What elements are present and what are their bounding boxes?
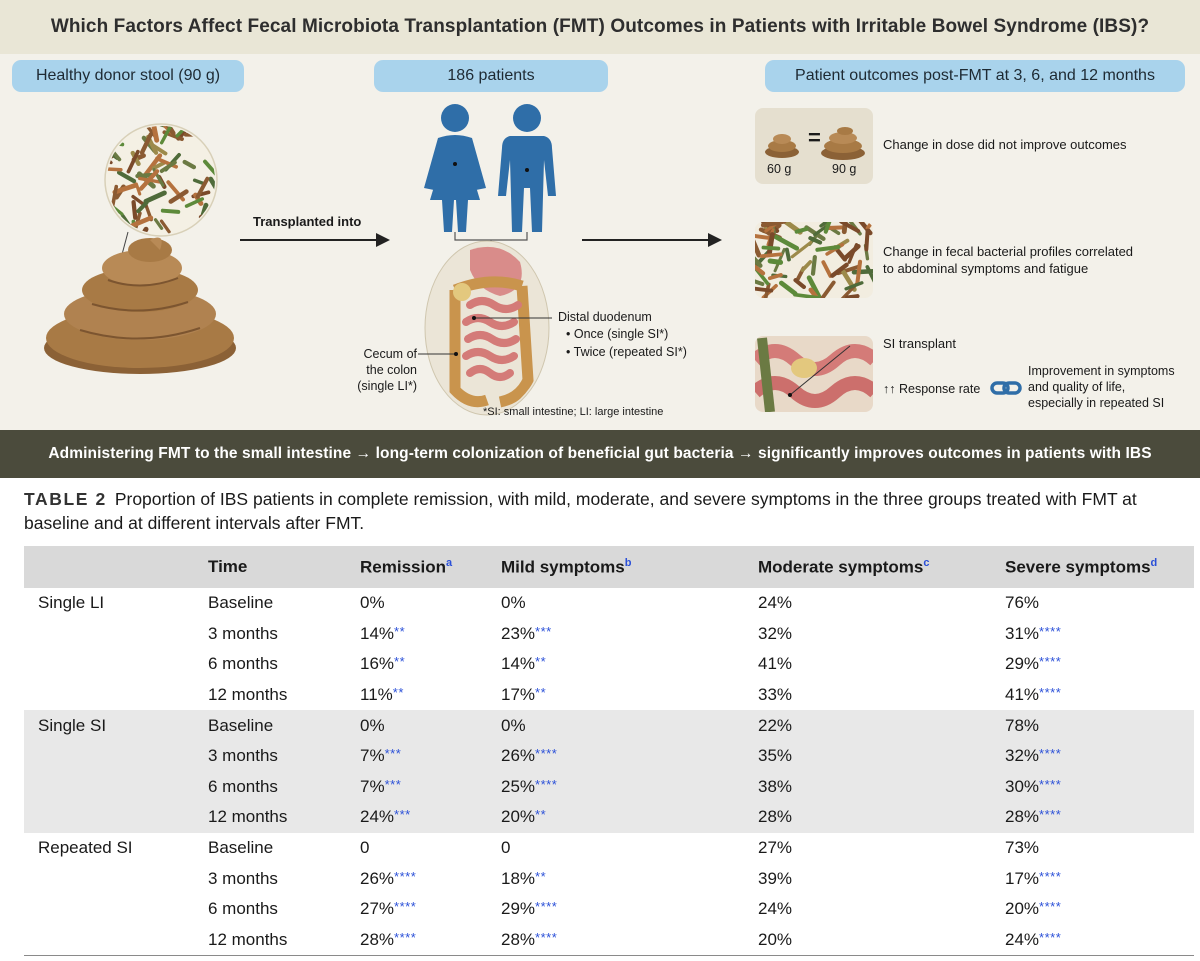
cell-remission: 7%*** xyxy=(346,772,487,803)
cell-moderate: 28% xyxy=(744,802,991,833)
bacteria-profile-icon xyxy=(749,214,876,306)
header-remission: Remission$^a$ xyxy=(346,546,487,588)
outcome-profiles-line1: Change in fecal bacterial profiles correlated xyxy=(883,244,1134,259)
cell-group xyxy=(24,741,194,772)
significance-stars: *** xyxy=(535,623,552,639)
cell-mild: 29%**** xyxy=(501,899,558,919)
cell-time: Baseline xyxy=(208,838,274,858)
table-row xyxy=(24,802,1194,833)
cell-moderate: 20% xyxy=(744,925,991,956)
significance-stars: ** xyxy=(535,868,547,884)
cell-group xyxy=(24,772,194,803)
cell-remission: 16%** xyxy=(360,654,406,674)
significance-stars: **** xyxy=(1039,929,1062,945)
link-icon xyxy=(992,383,1020,393)
cell-moderate: 38% xyxy=(744,772,991,803)
cecum-label-line1: Cecum of xyxy=(363,347,417,361)
significance-stars: *** xyxy=(394,807,411,823)
equals-sign: = xyxy=(808,125,821,150)
cell-group xyxy=(24,619,194,650)
cell-time: 12 months xyxy=(194,925,346,956)
cell-moderate: 33% xyxy=(758,685,793,705)
cell-group: Repeated SI xyxy=(38,838,133,858)
cell-time: 6 months xyxy=(208,654,278,674)
cell-mild: 26%**** xyxy=(487,741,744,772)
significance-stars: **** xyxy=(394,899,417,915)
cell-severe: 28%**** xyxy=(991,802,1194,833)
table-row xyxy=(24,833,1194,864)
cell-moderate: 32% xyxy=(758,623,793,643)
significance-stars: ** xyxy=(535,685,547,701)
significance-stars: ** xyxy=(392,685,404,701)
cell-group: Single SI xyxy=(24,710,194,741)
table-caption xyxy=(24,487,1184,535)
cell-severe: 78% xyxy=(991,710,1194,741)
cell-severe: 20%**** xyxy=(1005,899,1062,919)
significance-stars: ** xyxy=(394,623,406,639)
table-row xyxy=(24,863,1194,894)
cell-mild: 0 xyxy=(501,838,511,858)
significance-stars: **** xyxy=(1039,868,1062,884)
table-row xyxy=(24,925,1194,956)
abstract-illustration xyxy=(0,0,1200,430)
header-moderate: Moderate symptoms$^c$ xyxy=(744,546,991,588)
cell-group xyxy=(24,863,194,894)
cell-severe: 76% xyxy=(1005,593,1040,613)
cell-moderate: 22% xyxy=(744,710,991,741)
cell-moderate: 35% xyxy=(744,741,991,772)
dose-90-label: 90 g xyxy=(832,162,857,176)
cell-group xyxy=(24,802,194,833)
patients-bracket xyxy=(455,232,527,240)
table-row xyxy=(24,649,1194,680)
table-caption-text: Proportion of IBS patients in complete remission, with mild, moderate, and severe symptoms in the three groups treated with FMT at baseline and at different intervals after FMT. xyxy=(24,489,1137,533)
si-transplant-label: SI transplant xyxy=(883,336,956,351)
cell-time: Baseline xyxy=(194,710,346,741)
cell-group: Single LI xyxy=(38,593,105,613)
response-rate-label: ↑↑ Response rate xyxy=(883,382,981,396)
cell-remission: 11%** xyxy=(360,685,404,705)
cell-time: 3 months xyxy=(208,868,278,888)
cell-severe: 31%**** xyxy=(1005,623,1062,643)
cell-mild: 0% xyxy=(501,593,526,613)
significance-stars: **** xyxy=(1039,654,1062,670)
cell-moderate: 39% xyxy=(758,868,793,888)
cell-moderate: 24% xyxy=(758,899,793,919)
graphical-abstract xyxy=(0,0,1200,430)
pill-donor-stool: Healthy donor stool (90 g) xyxy=(12,60,244,92)
significance-stars: ** xyxy=(394,654,406,670)
cell-group xyxy=(24,649,194,680)
table-label: TABLE 2 xyxy=(24,489,107,509)
cell-remission: 0% xyxy=(346,710,487,741)
abstract-title: Which Factors Affect Fecal Microbiota Transplantation (FMT) Outcomes in Patients with Irritable Bowel Syndrome (IBS)? xyxy=(50,16,1150,37)
once-label: • Once (single SI*) xyxy=(566,327,669,341)
cell-remission: 0 xyxy=(360,838,370,858)
transplant-arrowhead xyxy=(376,233,390,247)
cell-time: 3 months xyxy=(208,623,278,643)
significance-stars: ** xyxy=(535,654,547,670)
female-patient-icon xyxy=(424,104,486,232)
cell-mild: 14%** xyxy=(501,654,547,674)
significance-stars: **** xyxy=(1039,899,1062,915)
dose-60-label: 60 g xyxy=(767,162,792,176)
table-row xyxy=(24,588,1194,619)
cell-moderate: 24% xyxy=(758,593,793,613)
outcome-dose-text: Change in dose did not improve outcomes xyxy=(883,137,1127,152)
significance-stars: **** xyxy=(1039,685,1062,701)
cell-severe: 30%**** xyxy=(991,772,1194,803)
footnote-marker: b xyxy=(624,556,632,569)
table-row xyxy=(24,894,1194,925)
remission-table xyxy=(24,546,1194,956)
abbreviation-footnote: *SI: small intestine; LI: large intestine xyxy=(483,406,664,418)
transplanted-into-label: Transplanted into xyxy=(253,214,362,229)
table-row xyxy=(24,680,1194,711)
pill-outcomes: Patient outcomes post-FMT at 3, 6, and 12 months xyxy=(765,60,1185,92)
header-group xyxy=(24,546,194,588)
cell-remission: 28%**** xyxy=(346,925,487,956)
cell-remission: 24%*** xyxy=(346,802,487,833)
cell-severe: 17%**** xyxy=(1005,868,1062,888)
header-severe: Severe symptoms$^d$ xyxy=(991,546,1194,588)
improvement-line1: Improvement in symptoms xyxy=(1028,364,1175,378)
cell-time: 12 months xyxy=(194,802,346,833)
cell-time: 6 months xyxy=(194,772,346,803)
footnote-marker: c xyxy=(923,556,930,569)
footnote-marker: a xyxy=(445,556,453,569)
distal-duodenum-label: Distal duodenum xyxy=(558,310,652,324)
significance-stars: **** xyxy=(535,776,558,792)
cell-remission: 27%**** xyxy=(360,899,417,919)
outcome-profiles-line2: to abdominal symptoms and fatigue xyxy=(883,261,1089,276)
cell-time: 12 months xyxy=(208,685,288,705)
bacteria-magnified-icon xyxy=(98,117,218,244)
table-row xyxy=(24,619,1194,650)
significance-stars: **** xyxy=(535,929,558,945)
table-row xyxy=(24,772,1194,803)
table-header-row xyxy=(24,546,1194,588)
cecum-label-line2: the colon xyxy=(366,363,417,377)
cell-mild: 0% xyxy=(487,710,744,741)
significance-stars: *** xyxy=(384,746,402,762)
cell-severe: 73% xyxy=(1005,838,1040,858)
header-mild: Mild symptoms$^b$ xyxy=(487,546,744,588)
outcome-arrowhead xyxy=(708,233,722,247)
gut-anatomy-icon xyxy=(425,241,549,415)
cell-mild: 18%** xyxy=(501,868,547,888)
cell-severe: 41%**** xyxy=(1005,685,1062,705)
cell-mild: 25%**** xyxy=(487,772,744,803)
significance-stars: ** xyxy=(535,807,547,823)
significance-stars: **** xyxy=(394,868,417,884)
cell-mild: 17%** xyxy=(501,685,547,705)
significance-stars: **** xyxy=(394,929,417,945)
significance-stars: *** xyxy=(384,776,402,792)
cell-moderate: 27% xyxy=(758,838,793,858)
header-time: Time xyxy=(194,546,346,588)
cell-group xyxy=(24,680,194,711)
cell-time: 6 months xyxy=(208,899,278,919)
significance-stars: **** xyxy=(1039,776,1062,792)
table-row xyxy=(24,710,1194,741)
twice-label: • Twice (repeated SI*) xyxy=(566,345,687,359)
cell-mild: 23%*** xyxy=(501,623,552,643)
cell-moderate: 41% xyxy=(758,654,793,674)
cell-group xyxy=(24,894,194,925)
conclusion-bar xyxy=(0,430,1200,478)
cell-mild: 28%**** xyxy=(487,925,744,956)
cell-group xyxy=(24,925,194,956)
cell-remission: 14%** xyxy=(360,623,406,643)
cell-severe: 29%**** xyxy=(1005,654,1062,674)
significance-stars: **** xyxy=(1039,746,1062,762)
cell-remission: 0% xyxy=(360,593,385,613)
stool-pile-icon xyxy=(44,238,236,374)
cell-time: 3 months xyxy=(194,741,346,772)
conclusion-text: Administering FMT to the small intestine → long-term colonization of beneficial gut bacteria → significantly improves outcomes in patients with IBS xyxy=(48,445,1152,462)
cell-time: Baseline xyxy=(208,593,274,613)
cell-remission: 7%*** xyxy=(346,741,487,772)
significance-stars: **** xyxy=(1039,623,1062,639)
significance-stars: **** xyxy=(535,899,558,915)
cell-severe: 32%**** xyxy=(991,741,1194,772)
improvement-line3: especially in repeated SI xyxy=(1028,396,1165,410)
cell-mild: 20%** xyxy=(487,802,744,833)
significance-stars: **** xyxy=(535,746,558,762)
cecum-label-line3: (single LI*) xyxy=(357,379,417,393)
footnote-marker: d xyxy=(1150,556,1158,569)
improvement-line2: and quality of life, xyxy=(1028,380,1126,394)
table-row xyxy=(24,741,1194,772)
significance-stars: **** xyxy=(1039,807,1062,823)
cell-severe: 24%**** xyxy=(991,925,1194,956)
pill-patients: 186 patients xyxy=(374,60,608,92)
cell-remission: 26%**** xyxy=(360,868,417,888)
